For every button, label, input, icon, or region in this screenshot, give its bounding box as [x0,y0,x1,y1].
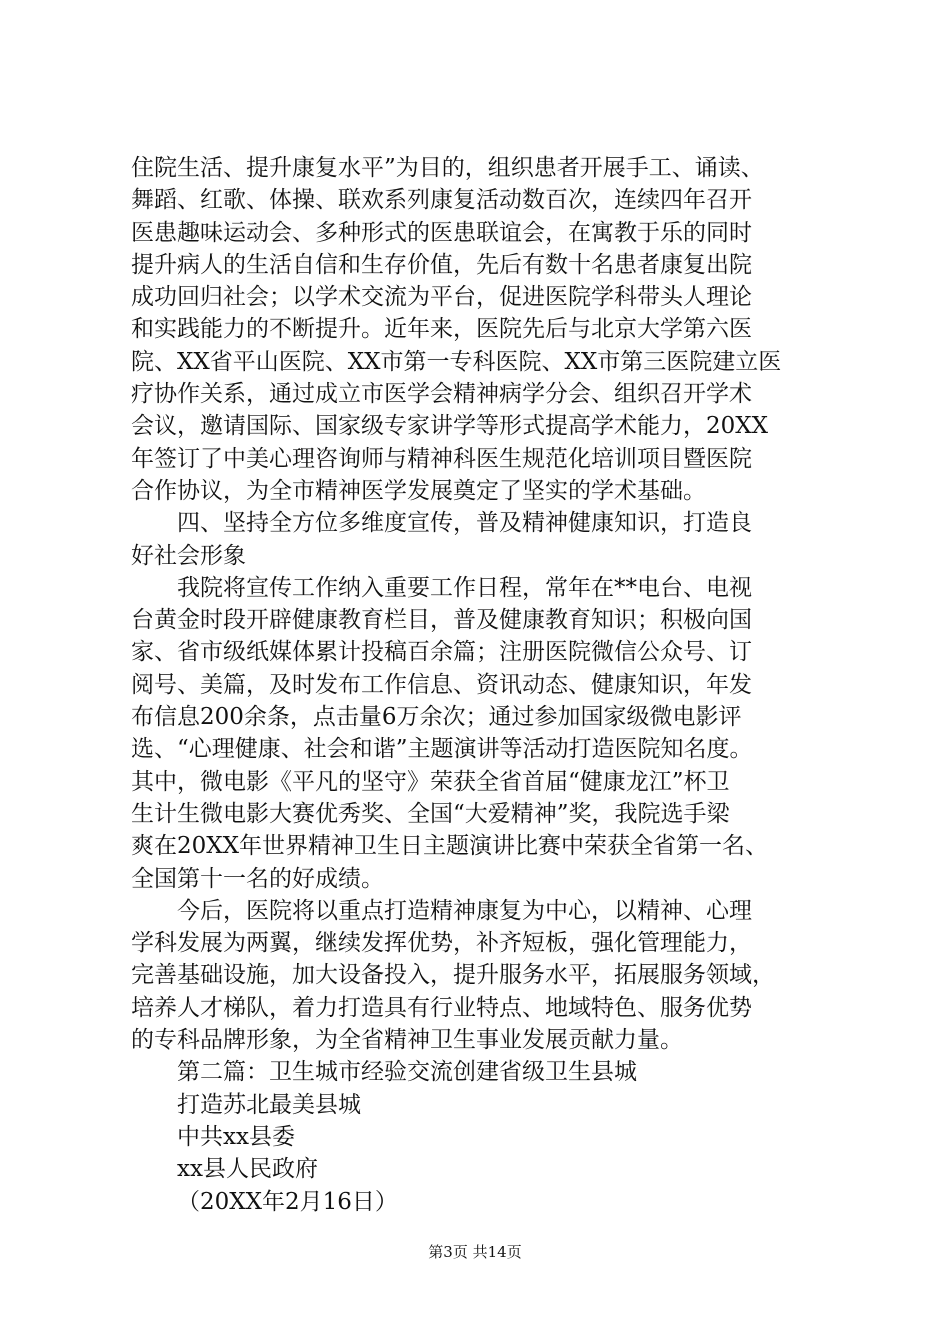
text-line: 疗协作关系，通过成立市医学会精神病学分会、组织召开学术 [131,381,752,408]
text-line: 爽在20XX年世界精神卫生日主题演讲比赛中荣获全省第一名、 [131,833,769,860]
subtitle: 打造苏北最美县城 [177,1091,361,1118]
text-line: 会议，邀请国际、国家级专家讲学等形式提高学术能力，20XX [131,413,769,440]
text-line: 学科发展为两翼，继续发挥优势，补齐短板，强化管理能力， [131,930,752,957]
section-heading: 四、坚持全方位多维度宣传，普及精神健康知识，打造良 [177,510,752,537]
text-line: 舞蹈、红歌、体操、联欢系列康复活动数百次，连续四年召开 [131,187,752,214]
text-line: 合作协议，为全市精神医学发展奠定了坚实的学术基础。 [131,477,706,504]
text-line: 提升病人的生活自信和生存价值，先后有数十名患者康复出院 [131,251,752,278]
text-line: 布信息200余条，点击量6万余次；通过参加国家级微电影评 [131,704,742,731]
document-body [131,152,831,1218]
text-line: 家、省市级纸媒体累计投稿百余篇；注册医院微信公众号、订 [131,639,752,666]
text-line: 培养人才梯队，着力打造具有行业特点、地域特色、服务优势 [131,994,752,1021]
text-line: 台黄金时段开辟健康教育栏目，普及健康教育知识；积极向国 [131,607,752,634]
text-line: 完善基础设施，加大设备投入，提升服务水平，拓展服务领域， [131,962,775,989]
text-line: 选、“心理健康、社会和谐”主题演讲等活动打造医院知名度。 [131,736,753,763]
date-line: （20XX年2月16日） [177,1188,398,1215]
text-line: 院、XX省平山医院、XX市第一专科医院、XX市第三医院建立医 [131,348,782,375]
text-line: 生计生微电影大赛优秀奖、全国“大爱精神”奖，我院选手梁 [131,800,730,827]
author-line: 中共xx县委 [177,1123,295,1150]
text-line: 医患趣味运动会、多种形式的医患联谊会，在寓教于乐的同时 [131,219,752,246]
text-line: 住院生活、提升康复水平”为目的，组织患者开展手工、诵读、 [131,155,764,181]
text-line: 年签订了中美心理咨询师与精神科医生规范化培训项目暨医院 [131,445,752,472]
chapter-title: 第二篇：卫生城市经验交流创建省级卫生县城 [177,1059,637,1086]
text-line: 全国第十一名的好成绩。 [131,865,384,892]
text-line: 的专科品牌形象，为全省精神卫生事业发展贡献力量。 [131,1027,683,1054]
text-line: 阅号、美篇，及时发布工作信息、资讯动态、健康知识，年发 [131,671,752,698]
section-heading-continued: 好社会形象 [131,542,246,569]
text-line: 其中，微电影《平凡的坚守》荣获全省首届“健康龙江”杯卫 [131,768,730,795]
text-line: 和实践能力的不断提升。近年来，医院先后与北京大学第六医 [131,316,752,343]
author-line: xx县人民政府 [177,1156,318,1183]
page-footer: 第3页 共14页 [428,1243,522,1261]
text-line: 今后，医院将以重点打造精神康复为中心，以精神、心理 [177,897,752,924]
text-line: 我院将宣传工作纳入重要工作日程，常年在**电台、电视 [177,574,752,601]
text-line: 成功回归社会；以学术交流为平台，促进医院学科带头人理论 [131,284,752,311]
